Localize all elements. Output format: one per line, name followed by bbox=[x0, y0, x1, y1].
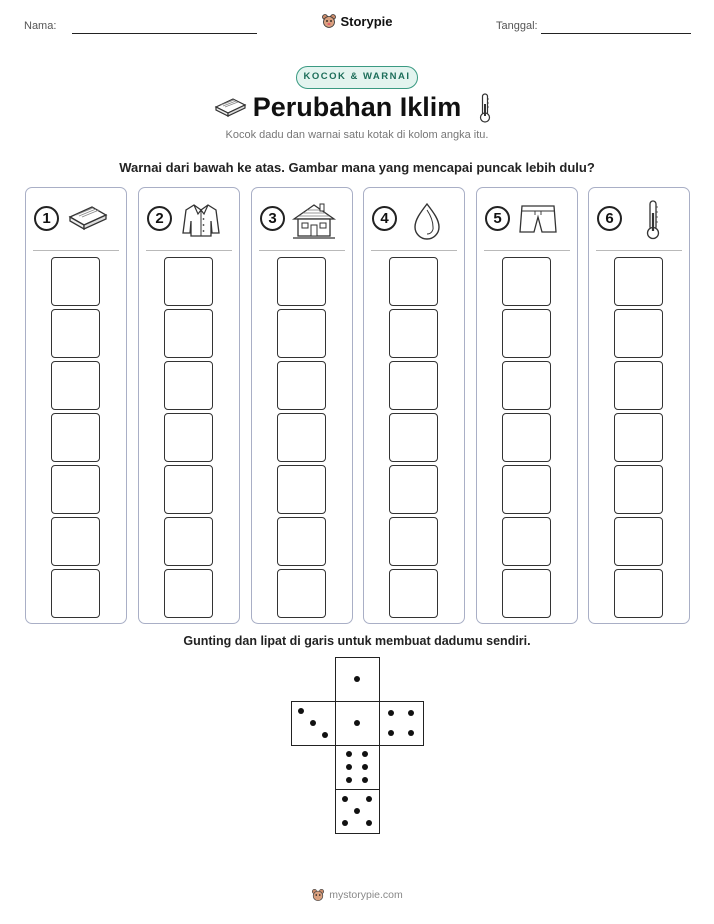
die-pip bbox=[388, 710, 394, 716]
color-box[interactable] bbox=[51, 309, 100, 358]
color-box[interactable] bbox=[614, 465, 663, 514]
column-5 bbox=[476, 187, 578, 624]
subtitle: Kocok dadu dan warnai satu kotak di kolom angka itu. bbox=[225, 129, 489, 141]
die-pip bbox=[346, 764, 352, 770]
color-box[interactable] bbox=[614, 257, 663, 306]
die-pip bbox=[362, 777, 368, 783]
color-box[interactable] bbox=[277, 257, 326, 306]
die-pip bbox=[366, 820, 372, 826]
color-box[interactable] bbox=[614, 517, 663, 566]
die-face bbox=[291, 701, 336, 746]
color-box[interactable] bbox=[164, 413, 213, 462]
die-pip bbox=[354, 676, 360, 682]
color-box[interactable] bbox=[277, 465, 326, 514]
column-number: 3 bbox=[260, 206, 285, 231]
die-pip bbox=[322, 732, 328, 738]
column-1 bbox=[25, 187, 127, 624]
color-box[interactable] bbox=[51, 465, 100, 514]
book-icon bbox=[66, 201, 110, 235]
column-number: 4 bbox=[372, 206, 397, 231]
color-box[interactable] bbox=[389, 569, 438, 618]
die-pip bbox=[354, 808, 360, 814]
house-icon bbox=[290, 201, 338, 241]
column-divider bbox=[596, 250, 682, 251]
color-box[interactable] bbox=[164, 465, 213, 514]
raindrop-icon bbox=[412, 201, 442, 241]
color-box[interactable] bbox=[502, 465, 551, 514]
color-box[interactable] bbox=[51, 361, 100, 410]
page-title: Perubahan Iklim bbox=[252, 92, 462, 122]
name-line[interactable] bbox=[72, 33, 257, 34]
color-box[interactable] bbox=[51, 413, 100, 462]
die-pip bbox=[408, 730, 414, 736]
color-box[interactable] bbox=[502, 257, 551, 306]
die-pip bbox=[366, 796, 372, 802]
column-header bbox=[477, 188, 577, 250]
column-number: 6 bbox=[597, 206, 622, 231]
color-box[interactable] bbox=[389, 413, 438, 462]
color-box[interactable] bbox=[614, 569, 663, 618]
die-pip bbox=[298, 708, 304, 714]
column-6 bbox=[588, 187, 690, 624]
color-box[interactable] bbox=[164, 257, 213, 306]
date-line[interactable] bbox=[541, 33, 691, 34]
shorts-icon bbox=[517, 201, 559, 237]
storypie-logo-icon bbox=[311, 888, 325, 902]
column-number: 1 bbox=[34, 206, 59, 231]
die-pip bbox=[346, 751, 352, 757]
die-face bbox=[335, 657, 380, 702]
footer bbox=[0, 888, 714, 905]
column-2 bbox=[138, 187, 240, 624]
color-box[interactable] bbox=[502, 569, 551, 618]
column-divider bbox=[33, 250, 119, 251]
column-divider bbox=[259, 250, 345, 251]
color-box[interactable] bbox=[164, 309, 213, 358]
column-divider bbox=[371, 250, 457, 251]
column-4 bbox=[363, 187, 465, 624]
column-divider bbox=[146, 250, 232, 251]
date-label: Tanggal: bbox=[496, 20, 538, 32]
color-box[interactable] bbox=[277, 361, 326, 410]
column-number: 2 bbox=[147, 206, 172, 231]
color-box[interactable] bbox=[51, 569, 100, 618]
color-box[interactable] bbox=[164, 361, 213, 410]
thermometer-icon bbox=[478, 92, 492, 124]
color-box[interactable] bbox=[164, 517, 213, 566]
color-box[interactable] bbox=[502, 517, 551, 566]
color-box[interactable] bbox=[389, 361, 438, 410]
cut-instruction: Gunting dan lipat di garis untuk membuat dadumu sendiri. bbox=[183, 634, 531, 648]
activity-badge: KOCOK & WARNAI bbox=[296, 66, 418, 89]
coat-icon bbox=[179, 201, 223, 239]
color-box[interactable] bbox=[389, 517, 438, 566]
brand-name: Storypie bbox=[340, 13, 393, 29]
color-box[interactable] bbox=[614, 413, 663, 462]
column-header bbox=[589, 188, 689, 250]
die-pip bbox=[346, 777, 352, 783]
color-box[interactable] bbox=[277, 517, 326, 566]
color-box[interactable] bbox=[614, 361, 663, 410]
die-pip bbox=[388, 730, 394, 736]
column-header bbox=[139, 188, 239, 250]
column-header bbox=[252, 188, 352, 250]
color-box[interactable] bbox=[502, 361, 551, 410]
column-divider bbox=[484, 250, 570, 251]
die-face bbox=[335, 745, 380, 790]
die-pip bbox=[408, 710, 414, 716]
color-box[interactable] bbox=[51, 517, 100, 566]
die-face bbox=[379, 701, 424, 746]
color-box[interactable] bbox=[277, 569, 326, 618]
footer-url: mystorypie.com bbox=[329, 889, 403, 901]
brand bbox=[0, 13, 714, 32]
die-pip bbox=[354, 720, 360, 726]
die-face bbox=[335, 789, 380, 834]
color-box[interactable] bbox=[502, 413, 551, 462]
color-box[interactable] bbox=[277, 309, 326, 358]
color-box[interactable] bbox=[502, 309, 551, 358]
storypie-logo-icon bbox=[321, 13, 337, 29]
die-pip bbox=[310, 720, 316, 726]
color-box[interactable] bbox=[389, 257, 438, 306]
die-pip bbox=[342, 796, 348, 802]
thermometer-icon bbox=[645, 199, 661, 241]
name-label: Nama: bbox=[24, 20, 57, 32]
color-box[interactable] bbox=[51, 257, 100, 306]
color-box[interactable] bbox=[614, 309, 663, 358]
column-3 bbox=[251, 187, 353, 624]
color-box[interactable] bbox=[389, 465, 438, 514]
die-face bbox=[335, 701, 380, 746]
die-pip bbox=[362, 764, 368, 770]
die-pip bbox=[362, 751, 368, 757]
column-number: 5 bbox=[485, 206, 510, 231]
die-pip bbox=[342, 820, 348, 826]
color-box[interactable] bbox=[389, 309, 438, 358]
column-header bbox=[364, 188, 464, 250]
instruction: Warnai dari bawah ke atas. Gambar mana yang mencapai puncak lebih dulu? bbox=[119, 160, 595, 175]
column-header bbox=[26, 188, 126, 250]
color-box[interactable] bbox=[277, 413, 326, 462]
color-box[interactable] bbox=[164, 569, 213, 618]
